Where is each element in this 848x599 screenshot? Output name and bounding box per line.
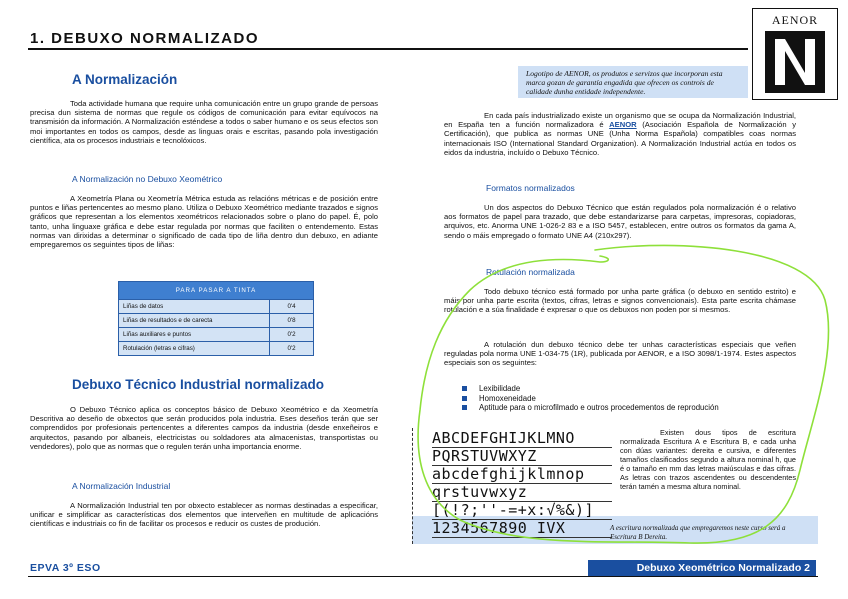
logo-caption: Logotipo de AENOR, os produtos e servizos que incorporan esta marca gozan de garantía engadida que ofrecen os controis de calidade dunha entidade independente. — [526, 69, 723, 96]
table-cell: Liñas de datos — [119, 300, 270, 314]
table-cell: Rotulación (letras e cifras) — [119, 342, 270, 356]
section1-sub-paragraph: A Xeometría Plana ou Xeometría Métrica estuda as relacións métricas e de posición entre puntos e liñas pertencentes ao mesmo plano. Utiliza o Debuxo Xeométrico mediante trazados e signos gráficos que representan a los elementos xeométricos relacionados sobre o plano do papel. É, polo tanto, unha linguaxe gráfica e debe estar regulada por normas que faciliten o entendemento. Estas normas van dirixidas a determinar o significado de cada tipo de liña dentro dun debuxo, en adiante empregaremos os seguintes tipos de liñas: — [30, 194, 378, 250]
lettering-line: qrstuvwxyz — [432, 484, 612, 502]
footer-rule — [28, 576, 818, 577]
list-item-label: Homoxeneidade — [479, 393, 536, 403]
section2-sub-paragraph: A Normalización Industrial ten por obxecto establecer as normas destinadas a especificar, unificar e simplificar as características dos elementos que interveñen en multitude de aplicacións científicas e industriais co fin de facilitar os procesos e reducir os custes de produción. — [30, 501, 378, 529]
rotulacion-heading: Rotulación normalizada — [486, 267, 575, 277]
section1-subheading: A Normalización no Debuxo Xeométrico — [72, 174, 223, 184]
lettering-line: PQRSTUVWXYZ — [432, 448, 612, 466]
list-item-label: Lexibilidade — [479, 384, 521, 394]
para1-before: En cada país industrializado existe un organismo que se ocupa da Normalización Industrial, en España ten a función normalizadora é — [444, 111, 796, 130]
footer-section-title: Debuxo Xeométrico Normalizado 2 — [588, 560, 816, 576]
table-cell: 0'4 — [270, 300, 314, 314]
chapter-title: 1. DEBUXO NORMALIZADO — [30, 30, 260, 47]
table-cell: 0'2 — [270, 328, 314, 342]
table-cell: 0'8 — [270, 314, 314, 328]
section2-paragraph: O Debuxo Técnico aplica os conceptos básico de Debuxo Xeométrico e da Xeometría Descritiva ao deseño de obxectos que serán producidos pola industria. Eses deseños terán que ser comprendidos por profesionais pertencentes a diferentes campos da industria (desde enxeñeiros e arquitectos, pasando por albaneis, electricistas ou soldadores ata almacenistas, transportistas ou vendedores), polo que as normas que o regulen terán unha importancia enorme. — [30, 405, 378, 451]
lettering-line: 1234567890 IVX — [432, 520, 612, 538]
lettering-line: ABCDEFGHIJKLMNO — [432, 430, 612, 448]
section1-heading: A Normalización — [72, 72, 178, 87]
footer-course: EPVA 3º ESO — [30, 562, 101, 574]
logo-text: AENOR — [771, 13, 819, 27]
rotulacion-paragraph-1: Todo debuxo técnico está formado por unha parte gráfica (o debuxo en sentido estrito) e máis por unha parte escrita (textos, cifras, letras e signos convencionais). Esta parte escrita chámase rotulación e a súa finalidade é expresar o que os debuxos non poden por si mesmos. — [444, 287, 796, 315]
bottom-caption: A escritura normalizada que empregaremos neste curso será a Escritura B Dereita. — [610, 524, 786, 541]
section1-paragraph: Toda actividade humana que require unha comunicación entre un grupo grande de persoas precisa dun sistema de normas que regule os códigos de comunicación para evitar equívocos na transmisión da información. A Normalización esténdese a todos o saber humano e os seus efectos son moi importantes en todos os campos, desde as linguas orais e escritas, pasando pola investigación científica, ata os procesos industriais e tecnolóxicos. — [30, 99, 378, 145]
para1-after: (Asociación Española de Normalización y Certificación), que publica as normas UNE (Unha Norma Española) compatibles coas normas internacionais ISO (International Standard Organization). A Normalización Industrial actúa en todos os eidos da industria, incluído o Debuxo Técnico. — [444, 120, 796, 157]
rotulacion-paragraph-2: A rotulación dun debuxo técnico debe ter unhas características especiais que veñen reguladas pola norma UNE 1-034-75 (1R), publicada por AENOR, e a ISO 3098/1-1974. Estes aspectos especiais son os seguintes: — [444, 340, 796, 368]
table-cell: Liñas de resultados e de carecta — [119, 314, 270, 328]
lettering-line: [(!?;''-=+x:√%&)] — [432, 502, 612, 520]
list-item-label: Aptitude para o microfilmado e outros procedementos de reprodución — [479, 403, 719, 413]
script-paragraph: Existen dous tipos de escritura normalizada Escritura A e Escritura B, e cada unha con dúas variantes: dereita e cursiva, e diferentes tamaños clasificados segundo a altura nominal h, que é o tamaño en mm das letras maiúsculas e das cifras. As letras con trazos ascendentes ou descendentes terán tamén a mesma altura nominal. — [620, 428, 796, 491]
formats-heading: Formatos normalizados — [486, 183, 575, 193]
section2-heading: Debuxo Técnico Industrial normalizado — [72, 377, 325, 392]
ink-table-header: PARA PASAR A TINTA — [119, 282, 314, 300]
formats-paragraph: Un dos aspectos do Debuxo Técnico que están regulados pola normalización é o relativo aos formatos de papel para trazado, que debe estandarizarse para carpetas, impresoras, copiadoras, arquivos, etc. Anorma UNE 1-026-2 83 e a ISO 5457, establecen, entre outros os formatos da gama A, sendo o máis empregado o formato UNE A4 (210x297). — [444, 203, 796, 240]
section2-subheading: A Normalización Industrial — [72, 481, 171, 491]
lettering-line: abcdefghijklmnop — [432, 466, 612, 484]
table-cell: 0'2 — [270, 342, 314, 356]
aenor-link[interactable]: AENOR — [609, 120, 637, 130]
table-cell: Liñas auxiliares e puntos — [119, 328, 270, 342]
